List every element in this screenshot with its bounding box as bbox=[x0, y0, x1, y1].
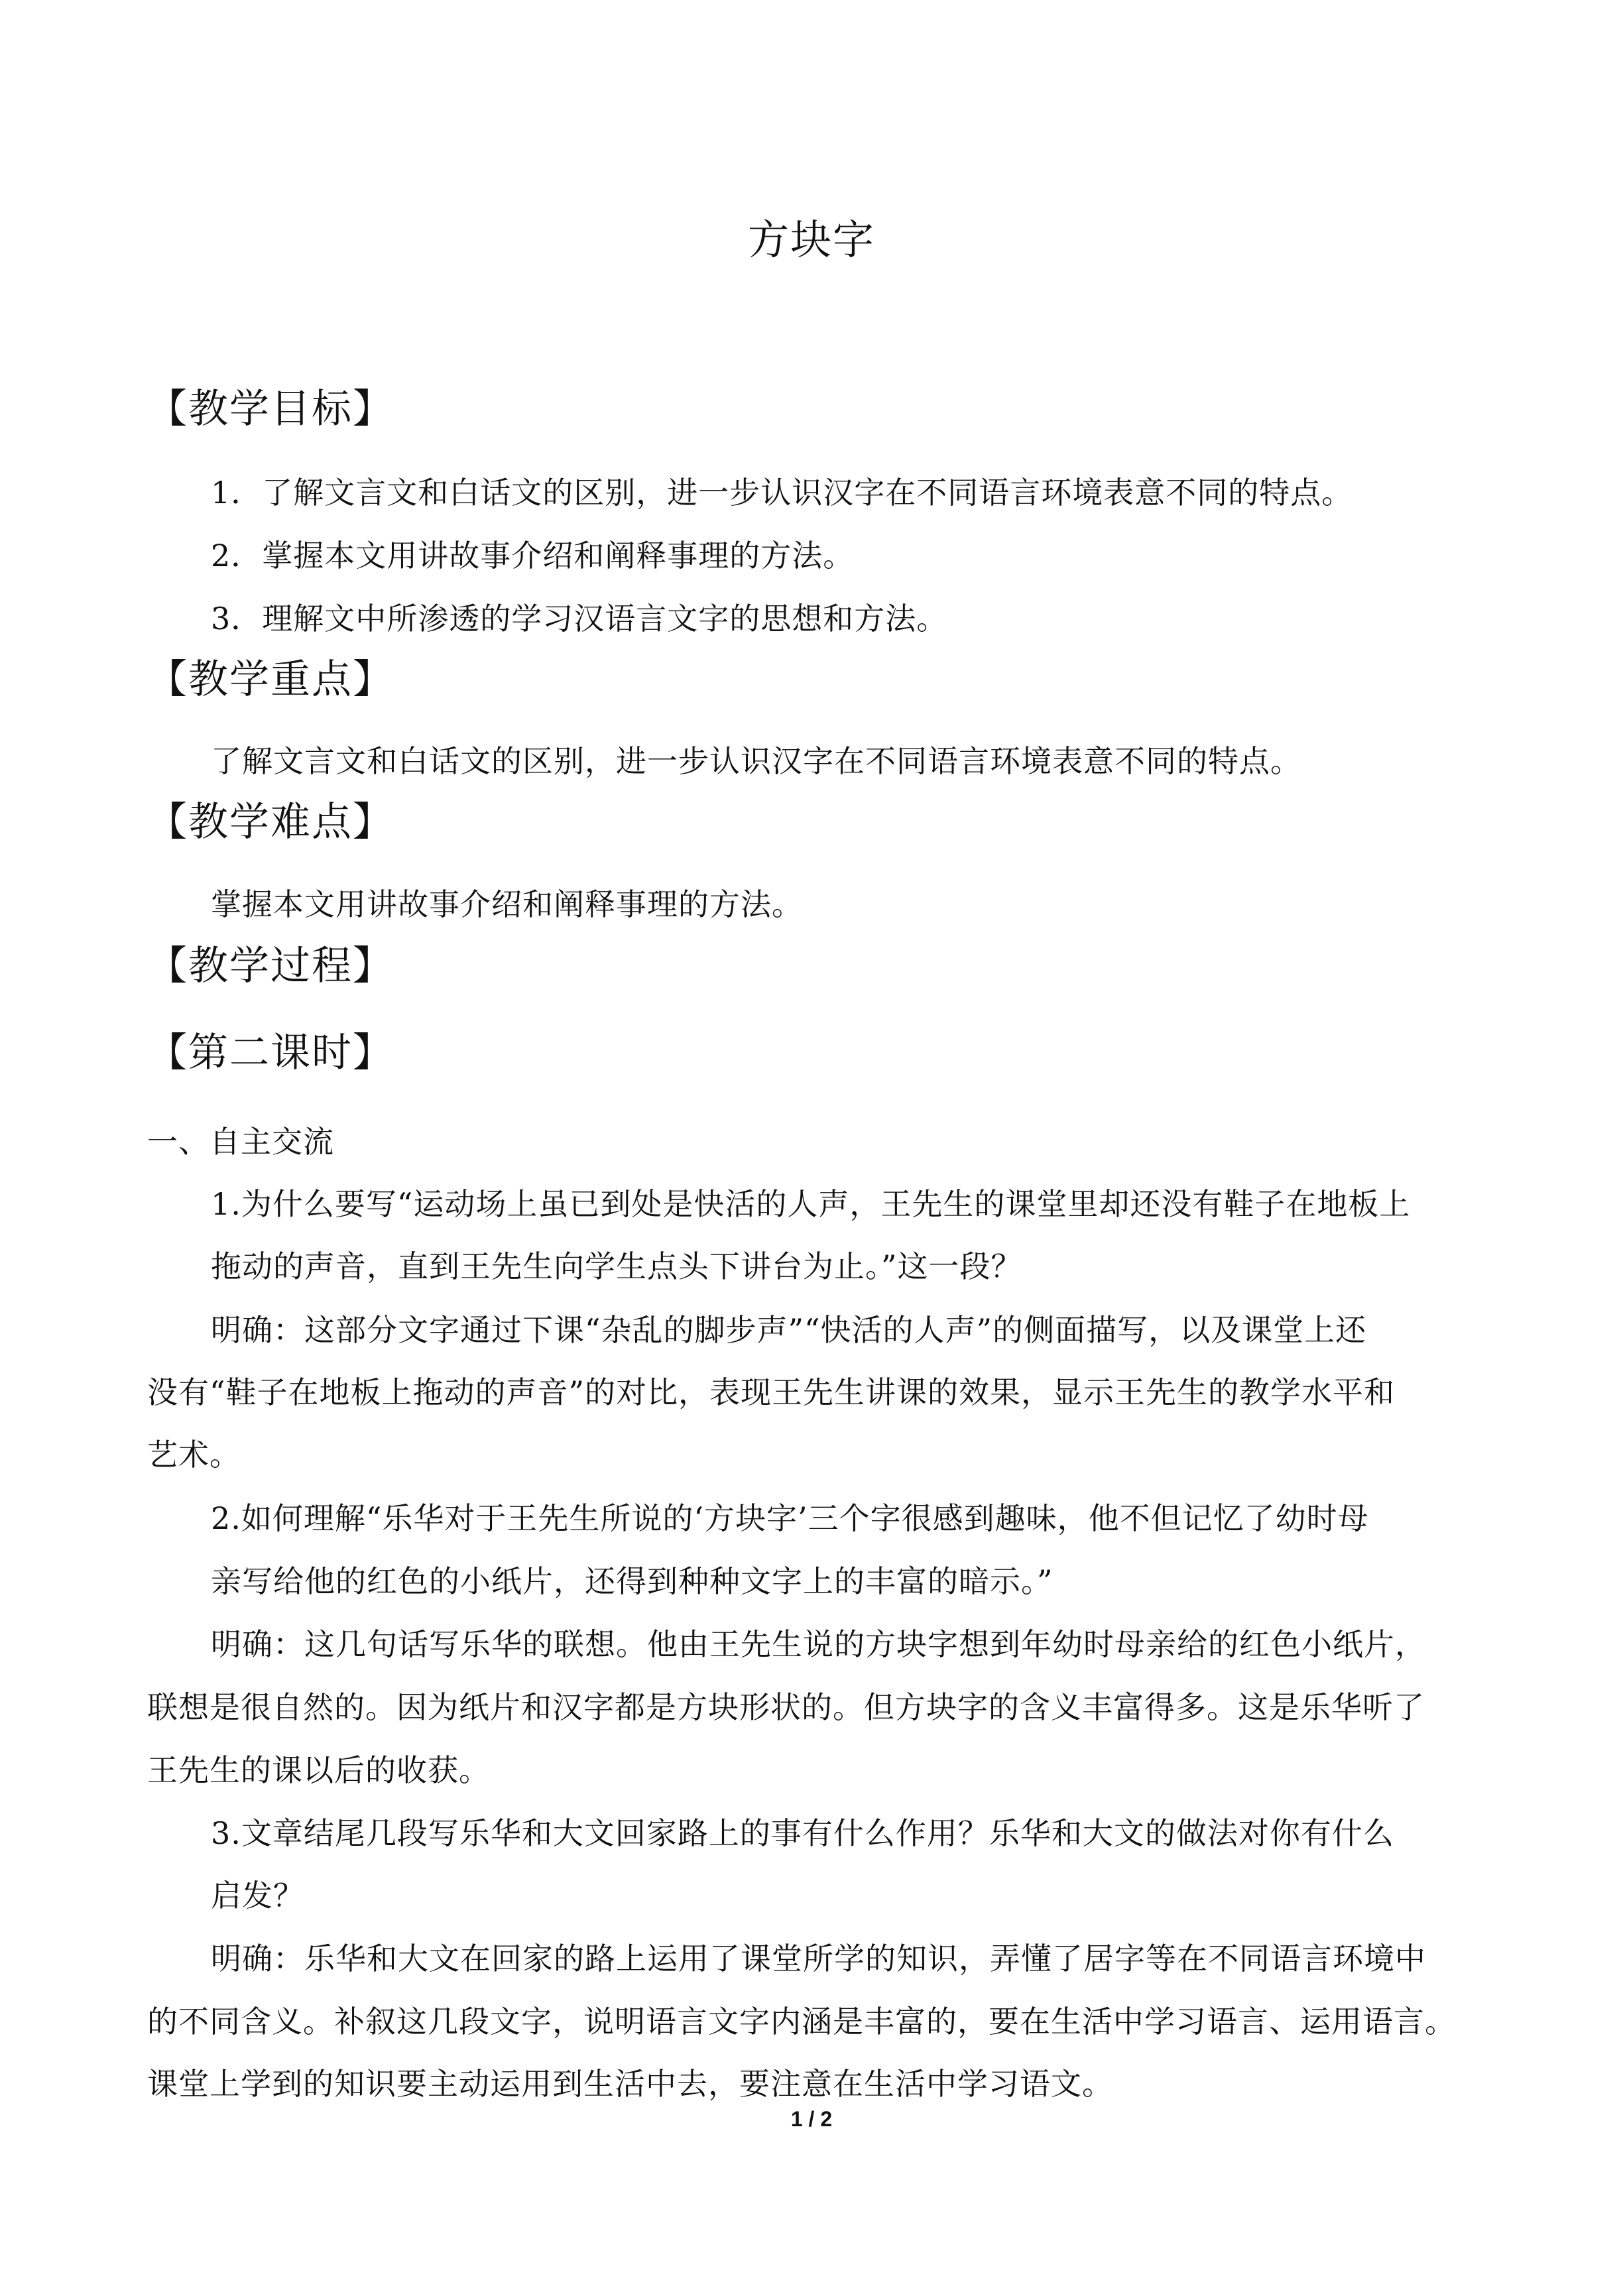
answer-line: 没有“鞋子在地板上拖动的声音”的对比，表现王先生讲课的效果，显示王先生的教学水平和 bbox=[147, 1374, 1396, 1410]
answer-line: 明确：乐华和大文在回家的路上运用了课堂所学的知识，弄懂了居字等在不同语言环境中 bbox=[211, 1941, 1426, 1976]
answer-line: 联想是很自然的。因为纸片和汉字都是方块形状的。但方块字的含义丰富得多。这是乐华听了 bbox=[147, 1689, 1425, 1725]
subsection-heading: 一、自主交流 bbox=[147, 1124, 334, 1160]
section-heading-key-points: 【教学重点】 bbox=[147, 656, 394, 703]
question-line: 3.文章结尾几段写乐华和大文回家路上的事有什么作用？乐华和大文的做法对你有什么 bbox=[211, 1815, 1394, 1851]
answer-line: 的不同含义。补叙这几段文字，说明语言文字内涵是丰富的，要在生活中学习语言、运用语言。 bbox=[147, 2004, 1456, 2039]
answer-line: 明确：这几句话写乐华的联想。他由王先生说的方块字想到年幼时母亲给的红色小纸片， bbox=[211, 1626, 1426, 1662]
page-number: 1 / 2 bbox=[790, 2107, 833, 2131]
objective-item: 2．掌握本文用讲故事介绍和阐释事理的方法。 bbox=[211, 538, 855, 574]
key-points-text: 了解文言文和白话文的区别，进一步认识汉字在不同语言环境表意不同的特点。 bbox=[211, 743, 1301, 779]
answer-line: 明确：这部分文字通过下课“杂乱的脚步声”“快活的人声”的侧面描写，以及课堂上还 bbox=[211, 1312, 1367, 1348]
document-title: 方块字 bbox=[747, 215, 875, 264]
section-heading-process: 【教学过程】 bbox=[147, 943, 394, 989]
question-line: 1.为什么要写“运动场上虽已到处是快活的人声，王先生的课堂里却还没有鞋子在地板上 bbox=[211, 1186, 1411, 1222]
section-heading-lesson: 【第二课时】 bbox=[147, 1030, 394, 1076]
difficulties-text: 掌握本文用讲故事介绍和阐释事理的方法。 bbox=[211, 886, 803, 922]
answer-line: 艺术。 bbox=[147, 1437, 241, 1473]
objective-item: 1．了解文言文和白话文的区别，进一步认识汉字在不同语言环境表意不同的特点。 bbox=[211, 475, 1353, 511]
question-line: 2.如何理解“乐华对于王先生所说的‘方块字’三个字很感到趣味，他不但记忆了幼时母 bbox=[211, 1500, 1369, 1536]
section-heading-difficulties: 【教学难点】 bbox=[147, 799, 394, 845]
objective-item: 3．理解文中所渗透的学习汉语言文字的思想和方法。 bbox=[211, 601, 948, 636]
question-line: 拖动的声音，直到王先生向学生点头下讲台为止。”这一段？ bbox=[211, 1248, 1022, 1284]
answer-line: 王先生的课以后的收获。 bbox=[147, 1752, 490, 1788]
answer-line: 课堂上学到的知识要主动运用到生活中去，要注意在生活中学习语文。 bbox=[147, 2066, 1113, 2102]
section-heading-objectives: 【教学目标】 bbox=[147, 386, 394, 432]
question-line: 启发？ bbox=[211, 1878, 304, 1913]
question-line: 亲写给他的红色的小纸片，还得到种种文字上的丰富的暗示。” bbox=[211, 1563, 1053, 1599]
